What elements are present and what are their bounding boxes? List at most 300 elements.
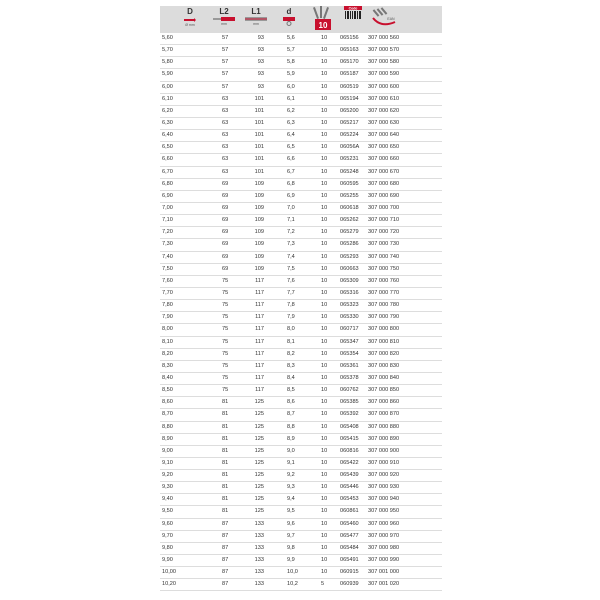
cell-code: 065170 — [340, 59, 359, 66]
cell-d: 6,20 — [162, 107, 173, 114]
cell-code: 065293 — [340, 253, 359, 260]
cell-q: 10 — [321, 459, 328, 466]
cell-q: 10 — [321, 253, 328, 260]
cell-ean: 307 000 580 — [368, 59, 400, 66]
cell-d: 10,00 — [162, 569, 176, 576]
cell-l2: 75 — [222, 387, 229, 394]
cell-l2: 75 — [222, 302, 229, 309]
cell-d: 5,90 — [162, 71, 173, 78]
cell-q: 10 — [321, 59, 328, 66]
cell-dd: 9,0 — [287, 447, 295, 454]
cell-d: 7,90 — [162, 314, 173, 321]
cell-code: 065347 — [340, 338, 359, 345]
cell-l1: 125 — [254, 411, 264, 418]
cell-q: 10 — [321, 71, 328, 78]
cell-q: 10 — [321, 83, 328, 90]
cell-d: 9,40 — [162, 496, 173, 503]
cell-l2: 81 — [222, 508, 229, 515]
cell-code: 065491 — [340, 557, 359, 564]
table-row — [160, 385, 442, 397]
table-row — [160, 543, 442, 555]
cell-code: 065163 — [340, 47, 359, 54]
cell-ean: 307 000 820 — [368, 350, 400, 357]
cell-l2: 63 — [222, 119, 229, 126]
cell-l2: 69 — [222, 253, 229, 260]
cell-l2: 81 — [222, 447, 229, 454]
header-quantity — [310, 6, 336, 33]
header-shank-label: d — [286, 7, 292, 16]
cell-ean: 307 000 770 — [368, 289, 400, 296]
cell-dd: 6,2 — [287, 107, 295, 114]
cell-l1: 117 — [255, 338, 264, 345]
barcode-icon-text: Code — [348, 6, 358, 11]
table-row — [160, 458, 442, 470]
table-row — [160, 203, 442, 215]
cell-ean: 307 000 810 — [368, 338, 400, 345]
cell-q: 10 — [321, 544, 328, 551]
cell-dd: 5,6 — [287, 35, 295, 41]
cell-ean: 307 000 850 — [368, 387, 400, 394]
cell-d: 9,50 — [162, 508, 173, 515]
cell-l2: 69 — [222, 229, 229, 236]
cell-ean: 307 000 690 — [368, 192, 400, 199]
cell-dd: 7,3 — [287, 241, 295, 248]
cell-ean: 307 000 600 — [368, 83, 400, 90]
cell-ean: 307 000 680 — [368, 180, 400, 187]
cell-l2: 75 — [222, 338, 229, 345]
cell-q: 10 — [321, 289, 328, 296]
cell-q: 10 — [321, 435, 328, 442]
cell-l1: 109 — [254, 229, 264, 236]
cell-code: 065217 — [340, 119, 359, 126]
cell-l2: 87 — [222, 532, 229, 539]
drill-size-table — [160, 6, 442, 591]
cell-d: 6,40 — [162, 132, 173, 139]
cell-dd: 6,7 — [287, 168, 295, 175]
cell-l2: 81 — [222, 411, 229, 418]
table-header — [160, 6, 442, 33]
cell-ean: 307 000 560 — [368, 35, 400, 41]
cell-dd: 5,8 — [287, 59, 295, 66]
cell-l2: 63 — [222, 95, 229, 102]
cell-d: 8,80 — [162, 423, 173, 430]
cell-q: 10 — [321, 326, 328, 333]
cell-dd: 8,2 — [287, 350, 295, 357]
cell-l1: 109 — [254, 265, 264, 272]
cell-l2: 87 — [222, 581, 229, 588]
table-row — [160, 494, 442, 506]
cell-d: 5,80 — [162, 59, 173, 66]
cell-dd: 9,6 — [287, 520, 295, 527]
cell-d: 8,70 — [162, 411, 173, 418]
cell-dd: 7,6 — [287, 277, 295, 284]
cell-q: 10 — [321, 423, 328, 430]
cell-l1: 125 — [254, 496, 264, 503]
table-row — [160, 276, 442, 288]
cell-dd: 7,4 — [287, 253, 295, 260]
cell-l2: 57 — [222, 59, 229, 66]
cell-ean: 307 000 650 — [368, 144, 400, 151]
cell-code: 060861 — [340, 508, 359, 515]
cell-q: 10 — [321, 119, 328, 126]
header-l1 — [236, 6, 276, 33]
cell-dd: 7,9 — [287, 314, 295, 321]
cell-ean: 307 000 910 — [368, 459, 400, 466]
table-row — [160, 167, 442, 179]
cell-d: 7,60 — [162, 277, 173, 284]
table-row — [160, 312, 442, 324]
cell-l2: 63 — [222, 156, 229, 163]
cell-l2: 69 — [222, 241, 229, 248]
cell-q: 10 — [321, 302, 328, 309]
cell-l1: 133 — [254, 581, 264, 588]
cell-q: 10 — [321, 520, 328, 527]
cell-l1: 125 — [254, 459, 264, 466]
table-row — [160, 567, 442, 579]
cell-l1: 101 — [254, 107, 264, 114]
cell-dd: 9,9 — [287, 557, 295, 564]
cell-ean: 307 000 610 — [368, 95, 400, 102]
cell-l2: 81 — [222, 435, 229, 442]
cell-code: 065392 — [340, 411, 359, 418]
cell-ean: 307 000 880 — [368, 423, 400, 430]
table-row — [160, 57, 442, 69]
cell-q: 10 — [321, 411, 328, 418]
cell-l2: 57 — [222, 35, 229, 41]
cell-d: 5,60 — [162, 35, 173, 41]
table-row — [160, 227, 442, 239]
cell-l2: 87 — [222, 544, 229, 551]
cell-d: 6,00 — [162, 83, 173, 90]
cell-q: 10 — [321, 192, 328, 199]
table-row — [160, 179, 442, 191]
cell-l1: 93 — [257, 35, 264, 41]
cell-ean: 307 000 590 — [368, 71, 400, 78]
barcode-icon — [344, 6, 362, 19]
cell-q: 10 — [321, 144, 328, 151]
cell-q: 10 — [321, 484, 328, 491]
cell-q: 10 — [321, 132, 328, 139]
cell-code: 065415 — [340, 435, 359, 442]
cell-q: 10 — [321, 472, 328, 479]
cell-l1: 93 — [257, 59, 264, 66]
cell-dd: 8,7 — [287, 411, 295, 418]
cell-dd: 6,6 — [287, 156, 295, 163]
cell-q: 10 — [321, 47, 328, 54]
cell-ean: 307 000 840 — [368, 374, 400, 381]
cell-dd: 8,4 — [287, 374, 295, 381]
cell-q: 10 — [321, 107, 328, 114]
cell-l2: 87 — [222, 569, 229, 576]
cell-ean: 307 000 830 — [368, 362, 400, 369]
cell-d: 8,40 — [162, 374, 173, 381]
cell-dd: 9,5 — [287, 508, 295, 515]
cell-ean: 307 000 900 — [368, 447, 400, 454]
cell-d: 9,20 — [162, 472, 173, 479]
cell-q: 10 — [321, 277, 328, 284]
cell-d: 9,80 — [162, 544, 173, 551]
cell-l2: 81 — [222, 472, 229, 479]
cell-ean: 307 000 570 — [368, 47, 400, 54]
cell-q: 10 — [321, 447, 328, 454]
cell-l1: 125 — [254, 435, 264, 442]
cell-d: 9,00 — [162, 447, 173, 454]
cell-l2: 69 — [222, 217, 229, 224]
cell-code: 060717 — [340, 326, 359, 333]
cell-dd: 8,3 — [287, 362, 295, 369]
table-row — [160, 422, 442, 434]
cell-l2: 57 — [222, 71, 229, 78]
table-row — [160, 82, 442, 94]
cell-l2: 57 — [222, 47, 229, 54]
table-row — [160, 579, 442, 591]
cell-d: 7,30 — [162, 241, 173, 248]
cell-l1: 93 — [257, 71, 264, 78]
table-row — [160, 106, 442, 118]
cell-q: 10 — [321, 180, 328, 187]
cell-l1: 117 — [255, 362, 264, 369]
cell-d: 6,10 — [162, 95, 173, 102]
cell-d: 9,90 — [162, 557, 173, 564]
cell-code: 060618 — [340, 204, 359, 211]
cell-l2: 69 — [222, 192, 229, 199]
cell-l2: 63 — [222, 132, 229, 139]
header-diameter-unit: Ø mm — [185, 23, 195, 27]
cell-code: 065477 — [340, 532, 359, 539]
cell-d: 8,60 — [162, 399, 173, 406]
cell-d: 10,20 — [162, 581, 176, 588]
cell-dd: 8,8 — [287, 423, 295, 430]
cell-l2: 75 — [222, 314, 229, 321]
cell-q: 10 — [321, 399, 328, 406]
cell-dd: 10,2 — [287, 581, 298, 588]
cell-l1: 117 — [255, 277, 264, 284]
cell-d: 7,10 — [162, 217, 173, 224]
cell-q: 10 — [321, 241, 328, 248]
cell-q: 10 — [321, 229, 328, 236]
cell-d: 8,20 — [162, 350, 173, 357]
cell-l1: 125 — [254, 472, 264, 479]
cell-dd: 7,1 — [287, 217, 295, 224]
cell-code: 065484 — [340, 544, 359, 551]
cell-d: 6,70 — [162, 168, 173, 175]
cell-dd: 8,5 — [287, 387, 295, 394]
cell-d: 6,60 — [162, 156, 173, 163]
cell-l2: 63 — [222, 144, 229, 151]
table-row — [160, 264, 442, 276]
cell-dd: 9,3 — [287, 484, 295, 491]
cell-d: 5,70 — [162, 47, 173, 54]
cell-dd: 6,9 — [287, 192, 295, 199]
cell-l1: 101 — [254, 144, 264, 151]
cell-d: 6,90 — [162, 192, 173, 199]
cell-l2: 63 — [222, 107, 229, 114]
table-row — [160, 397, 442, 409]
header-ean — [364, 6, 404, 33]
cell-ean: 307 000 640 — [368, 132, 400, 139]
cell-dd: 9,1 — [287, 459, 295, 466]
cell-q: 10 — [321, 156, 328, 163]
cell-l1: 133 — [254, 532, 264, 539]
cell-ean: 307 000 890 — [368, 435, 400, 442]
cell-code: 06056A — [340, 144, 360, 151]
table-row — [160, 142, 442, 154]
table-row — [160, 470, 442, 482]
cell-q: 10 — [321, 350, 328, 357]
table-row — [160, 361, 442, 373]
cell-l2: 81 — [222, 459, 229, 466]
cell-l1: 133 — [254, 520, 264, 527]
cell-dd: 5,7 — [287, 47, 295, 54]
cell-code: 065248 — [340, 168, 359, 175]
table-row — [160, 215, 442, 227]
table-row — [160, 555, 442, 567]
cell-d: 6,50 — [162, 144, 173, 151]
cell-l2: 75 — [222, 374, 229, 381]
cell-q: 10 — [321, 35, 328, 41]
cell-code: 065361 — [340, 362, 359, 369]
cell-ean: 307 000 700 — [368, 204, 400, 211]
cell-ean: 307 001 020 — [368, 581, 400, 588]
cell-ean: 307 000 720 — [368, 229, 400, 236]
cell-l1: 109 — [254, 204, 264, 211]
cell-ean: 307 000 740 — [368, 253, 400, 260]
cell-ean: 307 000 620 — [368, 107, 400, 114]
cell-q: 10 — [321, 338, 328, 345]
table-row — [160, 69, 442, 81]
cell-code: 065231 — [340, 156, 359, 163]
cell-l1: 101 — [254, 95, 264, 102]
cell-l1: 125 — [254, 447, 264, 454]
header-l2-unit: mm — [221, 22, 227, 26]
cell-dd: 7,5 — [287, 265, 295, 272]
cell-code: 065255 — [340, 192, 359, 199]
cell-q: 10 — [321, 387, 328, 394]
cell-d: 8,30 — [162, 362, 173, 369]
cell-ean: 307 000 660 — [368, 156, 400, 163]
cell-dd: 9,8 — [287, 544, 295, 551]
cell-l2: 75 — [222, 326, 229, 333]
cell-code: 065187 — [340, 71, 359, 78]
cell-l1: 125 — [254, 508, 264, 515]
table-row — [160, 506, 442, 518]
cell-ean: 307 000 980 — [368, 544, 400, 551]
cell-l1: 133 — [254, 557, 264, 564]
cell-l1: 93 — [257, 47, 264, 54]
cell-code: 065309 — [340, 277, 359, 284]
table-row — [160, 118, 442, 130]
table-row — [160, 94, 442, 106]
cell-d: 7,40 — [162, 253, 173, 260]
cell-l1: 109 — [254, 241, 264, 248]
table-row — [160, 191, 442, 203]
cell-l1: 117 — [255, 289, 264, 296]
cell-dd: 6,3 — [287, 119, 295, 126]
table-row — [160, 349, 442, 361]
cell-l2: 75 — [222, 350, 229, 357]
cell-q: 10 — [321, 95, 328, 102]
cell-l2: 87 — [222, 520, 229, 527]
cell-l1: 101 — [254, 119, 264, 126]
cell-code: 065422 — [340, 459, 359, 466]
table-row — [160, 45, 442, 57]
cell-ean: 307 000 630 — [368, 119, 400, 126]
cell-d: 9,60 — [162, 520, 173, 527]
cell-d: 9,10 — [162, 459, 173, 466]
cell-ean: 307 000 800 — [368, 326, 400, 333]
cell-ean: 307 001 000 — [368, 569, 400, 576]
table-row — [160, 519, 442, 531]
cell-l1: 93 — [257, 83, 264, 90]
cell-l2: 63 — [222, 168, 229, 175]
cell-ean: 307 000 750 — [368, 265, 400, 272]
table-row — [160, 531, 442, 543]
header-l1-unit: mm — [253, 22, 259, 26]
cell-d: 7,50 — [162, 265, 173, 272]
cell-code: 065323 — [340, 302, 359, 309]
cell-l2: 75 — [222, 362, 229, 369]
cell-dd: 8,6 — [287, 399, 295, 406]
table-row — [160, 434, 442, 446]
cell-code: 065286 — [340, 241, 359, 248]
cell-code: 065330 — [340, 314, 359, 321]
cell-dd: 9,2 — [287, 472, 295, 479]
cell-d: 9,70 — [162, 532, 173, 539]
cell-l2: 57 — [222, 83, 229, 90]
pack-quantity-text: 10 — [318, 21, 328, 30]
cell-l1: 101 — [254, 132, 264, 139]
cell-code: 065408 — [340, 423, 359, 430]
cell-q: 10 — [321, 314, 328, 321]
cell-l1: 117 — [255, 374, 264, 381]
cell-l1: 117 — [255, 387, 264, 394]
cell-ean: 307 000 710 — [368, 217, 400, 224]
cell-l2: 75 — [222, 277, 229, 284]
cell-d: 8,00 — [162, 326, 173, 333]
cell-q: 10 — [321, 204, 328, 211]
cell-ean: 307 000 730 — [368, 241, 400, 248]
cell-ean: 307 000 670 — [368, 168, 400, 175]
table-row — [160, 446, 442, 458]
cell-l1: 101 — [254, 156, 264, 163]
cell-q: 10 — [321, 374, 328, 381]
table-row — [160, 288, 442, 300]
cell-ean: 307 000 860 — [368, 399, 400, 406]
cell-d: 6,80 — [162, 180, 173, 187]
cell-l1: 117 — [255, 314, 264, 321]
table-row — [160, 130, 442, 142]
cell-code: 065316 — [340, 289, 359, 296]
cell-ean: 307 000 990 — [368, 557, 400, 564]
cell-code: 065439 — [340, 472, 359, 479]
cell-code: 060762 — [340, 387, 359, 394]
cell-l1: 117 — [255, 326, 264, 333]
cell-dd: 9,7 — [287, 532, 295, 539]
cell-l1: 109 — [254, 253, 264, 260]
cell-code: 065194 — [340, 95, 359, 102]
cell-l1: 125 — [254, 423, 264, 430]
table-row — [160, 482, 442, 494]
cell-l2: 69 — [222, 204, 229, 211]
cell-d: 7,00 — [162, 204, 173, 211]
cell-l1: 125 — [254, 484, 264, 491]
cell-code: 060595 — [340, 180, 359, 187]
table-row — [160, 154, 442, 166]
cell-dd: 6,4 — [287, 132, 295, 139]
cell-d: 8,90 — [162, 435, 173, 442]
cell-l2: 81 — [222, 484, 229, 491]
cell-code: 060915 — [340, 569, 359, 576]
